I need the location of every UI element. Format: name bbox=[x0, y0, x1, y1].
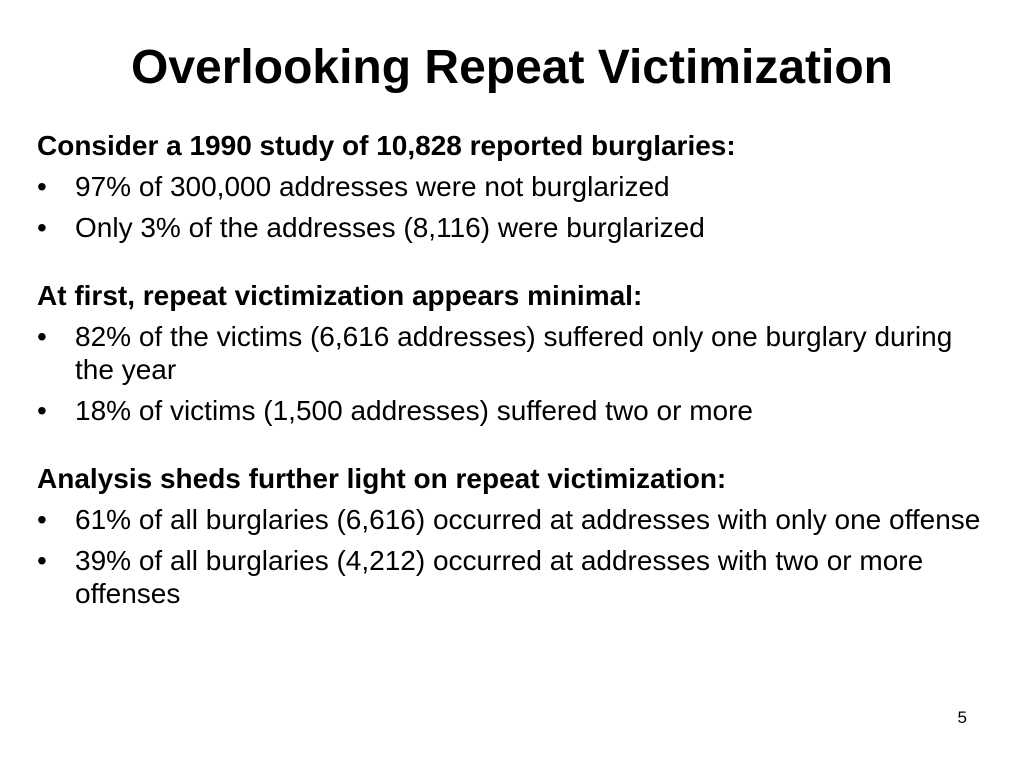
bullet-item bbox=[37, 211, 997, 244]
bullet-list bbox=[37, 320, 997, 427]
section-first-look bbox=[37, 278, 997, 427]
bullet-icon: • bbox=[37, 212, 47, 243]
bullet-item bbox=[37, 544, 997, 610]
page-number: 5 bbox=[957, 708, 967, 727]
bullet-text: 82% of the victims (6,616 addresses) suffered only one burglary during the year bbox=[75, 321, 953, 385]
bullet-item bbox=[37, 503, 997, 536]
bullet-list bbox=[37, 170, 997, 244]
bullet-text: 39% of all burglaries (4,212) occurred at addresses with two or more offenses bbox=[75, 545, 924, 609]
section-heading: Consider a 1990 study of 10,828 reported burglaries: bbox=[37, 130, 736, 161]
bullet-icon: • bbox=[37, 395, 47, 426]
bullet-text: Only 3% of the addresses (8,116) were burglarized bbox=[75, 212, 705, 243]
bullet-list bbox=[37, 503, 997, 610]
bullet-icon: • bbox=[37, 171, 47, 202]
section-analysis bbox=[37, 461, 997, 610]
section-study bbox=[37, 128, 997, 244]
slide-title: Overlooking Repeat Victimization bbox=[131, 41, 893, 94]
bullet-icon: • bbox=[37, 504, 47, 535]
bullet-icon: • bbox=[37, 545, 47, 576]
bullet-item bbox=[37, 170, 997, 203]
section-heading: At first, repeat victimization appears minimal: bbox=[37, 280, 643, 311]
bullet-text: 61% of all burglaries (6,616) occurred at addresses with only one offense bbox=[75, 504, 981, 535]
slide-content bbox=[37, 128, 997, 644]
bullet-item bbox=[37, 320, 997, 386]
bullet-text: 97% of 300,000 addresses were not burglarized bbox=[75, 171, 670, 202]
bullet-item bbox=[37, 394, 997, 427]
bullet-icon: • bbox=[37, 321, 47, 352]
bullet-text: 18% of victims (1,500 addresses) suffered two or more bbox=[75, 395, 754, 426]
section-heading: Analysis sheds further light on repeat victimization: bbox=[37, 463, 727, 494]
